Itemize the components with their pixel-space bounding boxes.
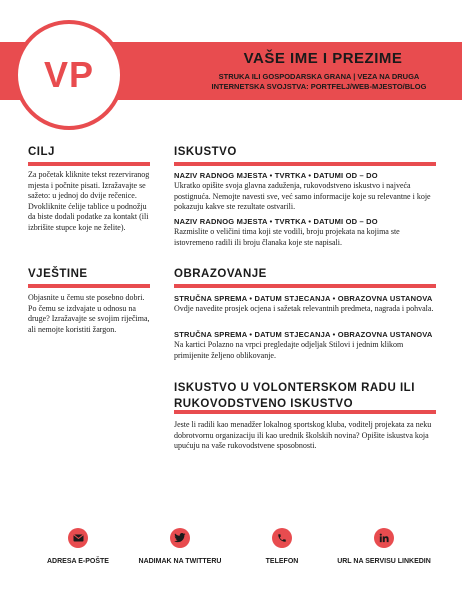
- full-name[interactable]: VAŠE IME I PREZIME: [243, 50, 403, 67]
- contact-twitter[interactable]: [130, 528, 230, 566]
- contact-label: NADIMAK NA TWITTERU: [138, 558, 222, 565]
- education-text-2[interactable]: Na kartici Polazno na vrpci pregledajte odjeljak Stilovi i jednim klikom primijenite željeno oblikovanje.: [174, 340, 404, 360]
- volunteer-rule: [174, 410, 436, 414]
- experience-title: ISKUSTVO: [174, 146, 237, 158]
- objective-rule: [28, 162, 150, 166]
- education-rule: [174, 284, 436, 288]
- profession-subtitle[interactable]: [190, 72, 448, 92]
- education-heading-1[interactable]: STRUČNA SPREMA • DATUM STJECANJA • OBRAZOVNA USTANOVA: [174, 294, 433, 303]
- objective-title: CILJ: [28, 146, 55, 158]
- job-heading-1[interactable]: NAZIV RADNOG MJESTA • TVRTKA • DATUMI OD – DO: [174, 171, 378, 180]
- contact-label: ADRESA E-POŠTE: [47, 558, 109, 565]
- initials[interactable]: VP: [43, 54, 95, 95]
- education-heading-2[interactable]: STRUČNA SPREMA • DATUM STJECANJA • OBRAZOVNA USTANOVA: [174, 330, 433, 339]
- contact-phone[interactable]: [232, 528, 332, 566]
- linkedin-icon: [374, 528, 394, 548]
- job-text-2[interactable]: Razmislite o veličini tima koji ste vodili, broju projekata na kojima ste istovremeno radili ili broju članaka koje ste napisali.: [174, 227, 400, 247]
- skills-text[interactable]: Objasnite u čemu ste posebno dobri. Po čemu se izdvajate u odnosu na druge? Izražavajte se svojim riječima, ali nemojte koristiti žargon.: [28, 293, 150, 334]
- phone-icon: [272, 528, 292, 548]
- email-icon: [68, 528, 88, 548]
- contact-label: URL NA SERVISU LINKEDIN: [337, 558, 431, 565]
- job-text-1[interactable]: Ukratko opišite svoja glavna zaduženja, rukovodstveno iskustvo i najveća postignuća. Nemojte navesti sve, već samo informacije koje su relevantne i koje pokazuju kakve ste rezultate ostvarili.: [174, 181, 431, 211]
- initials-circle: [14, 20, 124, 130]
- volunteer-text[interactable]: Jeste li radili kao menadžer lokalnog sportskog kluba, voditelj projekata za neku dobrotvornu organizaciju ili kao urednik školskih novina? Opišite iskustva koja upućuju na vaše rukovodstvene sposobnosti.: [174, 420, 432, 450]
- skills-title: VJEŠTINE: [28, 268, 88, 280]
- volunteer-title: [174, 380, 415, 412]
- subtitle-line-2: INTERNETSKA SVOJSTVA: PORTFELJ/WEB-MJESTO/BLOG: [211, 82, 427, 91]
- objective-text[interactable]: Za početak kliknite tekst rezerviranog mjesta i počnite pisati. Izražavajte se sažeto: u jednoj do dvije rečenice. Dvokliknite ćelije tablice u podnožju da biste dodali podatke za kontakt (ili izbrišite stupce koje ne želite).: [28, 170, 150, 232]
- job-heading-2[interactable]: NAZIV RADNOG MJESTA • TVRTKA • DATUMI OD – DO: [174, 217, 378, 226]
- education-text-1[interactable]: Ovdje navedite prosjek ocjena i sažetak relevantnih predmeta, nagrada i pohvala.: [174, 304, 434, 313]
- volunteer-title-line-1: ISKUSTVO U VOLONTERSKOM RADU ILI: [174, 382, 415, 394]
- education-title: OBRAZOVANJE: [174, 268, 267, 280]
- skills-rule: [28, 284, 150, 288]
- experience-rule: [174, 162, 436, 166]
- subtitle-line-1: STRUKA ILI GOSPODARSKA GRANA | VEZA NA DRUGA: [218, 72, 420, 81]
- contact-email[interactable]: [28, 528, 128, 566]
- contact-linkedin[interactable]: [334, 528, 434, 566]
- volunteer-title-line-2: RUKOVODSTVENO ISKUSTVO: [174, 398, 354, 410]
- contact-label: TELEFON: [265, 558, 299, 565]
- twitter-icon: [170, 528, 190, 548]
